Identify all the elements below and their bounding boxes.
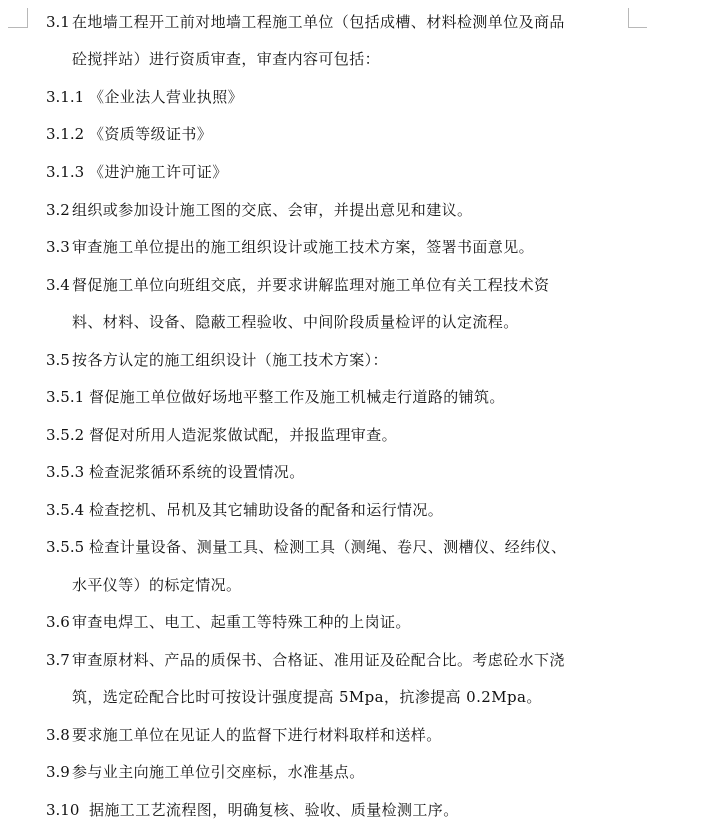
- clause-text: 检查计量设备、测量工具、检测工具（测绳、卷尺、测槽仪、经纬仪、: [89, 538, 567, 556]
- clause-text: 督促施工单位向班组交底，并要求讲解监理对施工单位有关工程技术资: [72, 276, 550, 294]
- clause-number: 3.8: [46, 726, 70, 744]
- clause-3-7: [0, 647, 717, 673]
- clause-number: 3.7: [46, 651, 70, 669]
- clause-text: 按各方认定的施工组织设计（施工技术方案）：: [72, 351, 388, 369]
- clause-text: 组织或参加设计施工图的交底、会审，并提出意见和建议。: [72, 201, 473, 219]
- clause-number: 3.3: [46, 238, 70, 256]
- clause-3-1-2: [0, 121, 717, 147]
- clause-text: 《进沪施工许可证》: [89, 163, 228, 181]
- clause-text: 《资质等级证书》: [89, 125, 213, 143]
- clause-text: 《企业法人营业执照》: [89, 88, 244, 106]
- clause-number: 3.1.2: [46, 125, 85, 143]
- clause-3-10: [0, 797, 717, 823]
- clause-number: 3.5: [46, 351, 70, 369]
- clause-text: 督促对所用人造泥浆做试配，并报监理审查。: [89, 426, 398, 444]
- clause-number: 3.1.1: [46, 88, 85, 106]
- clause-3-5: [0, 347, 717, 373]
- clause-3-4-continuation: 料、材料、设备、隐蔽工程验收、中间阶段质量检评的认定流程。: [72, 313, 519, 331]
- clause-text: 据施工工艺流程图，明确复核、验收、质量检测工序。: [89, 801, 459, 819]
- clause-3-2: [0, 197, 717, 223]
- clause-3-4: [0, 272, 717, 298]
- clause-3-5-4: [0, 497, 717, 523]
- clause-3-9: [0, 759, 717, 785]
- clause-text: 要求施工单位在见证人的监督下进行材料取样和送样。: [72, 726, 442, 744]
- clause-3-5-5: [0, 534, 717, 560]
- clause-3-1-continuation: 砼搅拌站）进行资质审查，审查内容可包括：: [72, 50, 381, 68]
- clause-3-8: [0, 722, 717, 748]
- clause-3-5-5-continuation: 水平仪等）的标定情况。: [72, 576, 242, 594]
- clause-3-1: [0, 9, 717, 35]
- clause-number: 3.6: [46, 613, 70, 631]
- clause-number: 3.5.2: [46, 426, 85, 444]
- clause-number: 3.2: [46, 201, 70, 219]
- clause-text: 督促施工单位做好场地平整工作及施工机械走行道路的铺筑。: [89, 388, 505, 406]
- clause-number: 3.10: [46, 801, 80, 819]
- clause-text: 参与业主向施工单位引交座标，水准基点。: [72, 763, 365, 781]
- clause-number: 3.5.1: [46, 388, 85, 406]
- clause-number: 3.1.3: [46, 163, 85, 181]
- clause-text: 审查电焊工、电工、起重工等特殊工种的上岗证。: [72, 613, 411, 631]
- clause-3-6: [0, 609, 717, 635]
- clause-3-1-3: [0, 159, 717, 185]
- clause-3-1-1: [0, 84, 717, 110]
- clause-3-7-continuation: 筑，选定砼配合比时可按设计强度提高 5Mpa，抗渗提高 0.2Mpa。: [72, 688, 542, 706]
- clause-number: 3.5.3: [46, 463, 85, 481]
- clause-number: 3.5.5: [46, 538, 85, 556]
- clause-text: 检查泥浆循环系统的设置情况。: [89, 463, 305, 481]
- clause-number: 3.4: [46, 276, 70, 294]
- clause-text: 检查挖机、吊机及其它辅助设备的配备和运行情况。: [89, 501, 444, 519]
- clause-3-5-2: [0, 422, 717, 448]
- clause-3-5-1: [0, 384, 717, 410]
- clause-text: 审查施工单位提出的施工组织设计或施工技术方案，签署书面意见。: [72, 238, 535, 256]
- clause-number: 3.9: [46, 763, 70, 781]
- clause-text: 审查原材料、产品的质保书、合格证、准用证及砼配合比。考虑砼水下浇: [72, 651, 565, 669]
- clause-3-3: [0, 234, 717, 260]
- clause-3-5-3: [0, 459, 717, 485]
- clause-number: 3.1: [46, 13, 70, 31]
- clause-number: 3.5.4: [46, 501, 85, 519]
- clause-text: 在地墙工程开工前对地墙工程施工单位（包括成槽、材料检测单位及商品: [72, 13, 565, 31]
